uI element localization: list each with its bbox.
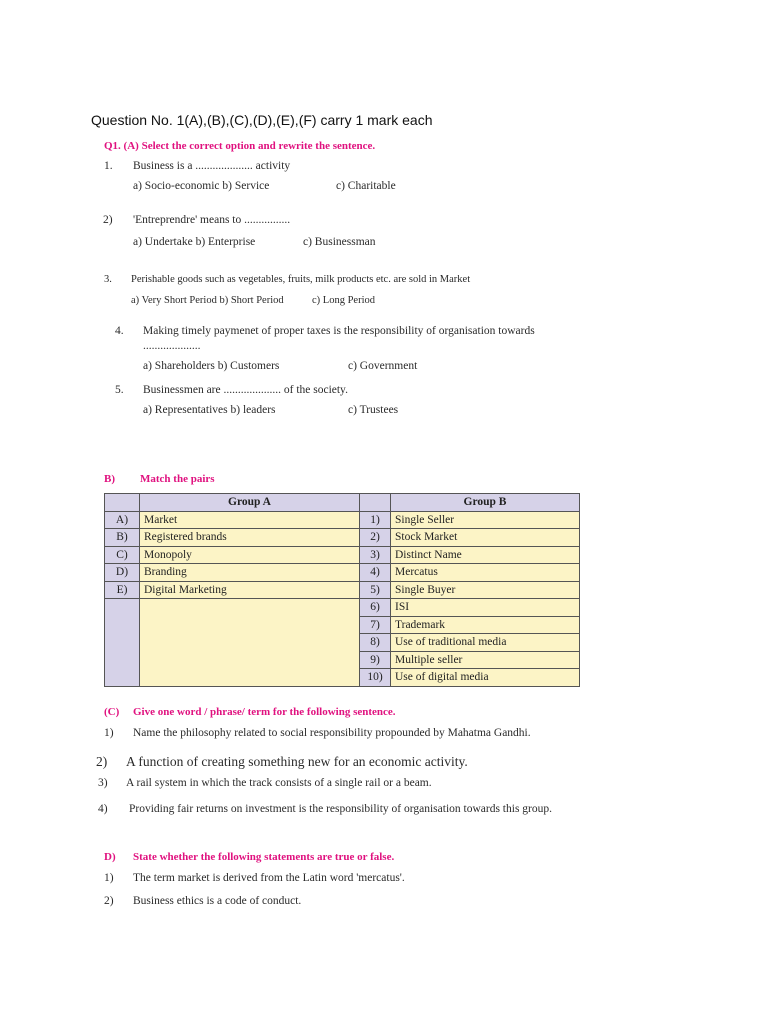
item-text: The term market is derived from the Latin word 'mercatus'. bbox=[133, 872, 405, 884]
group-a-key: D) bbox=[105, 564, 140, 582]
section-d-title: State whether the following statements are true or false. bbox=[133, 851, 395, 863]
group-b-value: Stock Market bbox=[391, 529, 580, 547]
item-number: 2) bbox=[96, 754, 108, 769]
section-c-title: Give one word / phrase/ term for the following sentence. bbox=[133, 706, 396, 718]
item-text: Name the philosophy related to social responsibility propounded by Mahatma Gandhi. bbox=[133, 727, 531, 739]
header-blank bbox=[105, 494, 140, 512]
table-row bbox=[105, 581, 580, 599]
question-number: 2) bbox=[103, 214, 113, 226]
item-text: A rail system in which the track consists of a single rail or a beam. bbox=[126, 777, 432, 789]
group-b-key: 7) bbox=[360, 616, 391, 634]
item-number: 3) bbox=[98, 777, 108, 789]
group-b-value: Multiple seller bbox=[391, 651, 580, 669]
question-text: Business is a .................... activity bbox=[133, 160, 291, 172]
group-a-empty bbox=[105, 599, 140, 687]
question-number: 4. bbox=[115, 325, 124, 337]
item-number: 4) bbox=[98, 803, 108, 815]
group-a-value: Registered brands bbox=[140, 529, 360, 547]
section-d-label: D) bbox=[104, 851, 116, 863]
group-a-value: Digital Marketing bbox=[140, 581, 360, 599]
table-row bbox=[105, 546, 580, 564]
group-a-empty bbox=[140, 599, 360, 687]
section-b-title: Match the pairs bbox=[140, 473, 215, 485]
group-b-key: 6) bbox=[360, 599, 391, 617]
group-b-key: 10) bbox=[360, 669, 391, 687]
item-text: A function of creating something new for an economic activity. bbox=[126, 754, 468, 769]
group-b-key: 8) bbox=[360, 634, 391, 652]
question-options: c) Businessman bbox=[303, 236, 376, 248]
question-options: a) Socio-economic b) Service bbox=[133, 180, 270, 192]
item-text: Providing fair returns on investment is the responsibility of organisation towards this group. bbox=[129, 803, 553, 815]
item-number: 2) bbox=[104, 895, 114, 907]
question-text: Making timely paymenet of proper taxes is the responsibility of organisation towards bbox=[143, 325, 535, 337]
group-b-value: ISI bbox=[391, 599, 580, 617]
group-b-header: Group B bbox=[391, 494, 580, 512]
group-a-key: C) bbox=[105, 546, 140, 564]
question-options: c) Long Period bbox=[312, 295, 375, 306]
table-row bbox=[105, 564, 580, 582]
group-b-value: Mercatus bbox=[391, 564, 580, 582]
question-options: a) Shareholders b) Customers bbox=[143, 360, 280, 372]
section-b-label: B) bbox=[104, 473, 115, 485]
group-b-value: Use of traditional media bbox=[391, 634, 580, 652]
group-b-key: 9) bbox=[360, 651, 391, 669]
section-c-label: (C) bbox=[104, 706, 120, 718]
group-a-value: Market bbox=[140, 511, 360, 529]
group-b-key: 4) bbox=[360, 564, 391, 582]
question-options: a) Undertake b) Enterprise bbox=[133, 236, 256, 248]
group-a-value: Monopoly bbox=[140, 546, 360, 564]
question-text: Perishable goods such as vegetables, fruits, milk products etc. are sold in Market bbox=[131, 274, 471, 285]
question-options: c) Government bbox=[348, 360, 418, 372]
question-text: 'Entreprendre' means to ................ bbox=[133, 214, 291, 226]
table-row bbox=[105, 511, 580, 529]
group-b-value: Single Seller bbox=[391, 511, 580, 529]
question-options: c) Charitable bbox=[336, 180, 396, 192]
group-b-key: 1) bbox=[360, 511, 391, 529]
group-b-value: Use of digital media bbox=[391, 669, 580, 687]
group-b-key: 3) bbox=[360, 546, 391, 564]
group-b-value: Distinct Name bbox=[391, 546, 580, 564]
group-b-key: 2) bbox=[360, 529, 391, 547]
group-a-key: E) bbox=[105, 581, 140, 599]
header-blank bbox=[360, 494, 391, 512]
group-a-key: B) bbox=[105, 529, 140, 547]
section-a-title: Q1. (A) Select the correct option and rewrite the sentence. bbox=[104, 140, 376, 152]
question-number: 1. bbox=[104, 160, 113, 172]
question-options: c) Trustees bbox=[348, 404, 399, 416]
question-text: Businessmen are .................... of the society. bbox=[143, 384, 348, 396]
item-number: 1) bbox=[104, 727, 114, 739]
question-number: 5. bbox=[115, 384, 124, 396]
group-b-key: 5) bbox=[360, 581, 391, 599]
question-continuation: .................... bbox=[143, 340, 201, 352]
group-a-value: Branding bbox=[140, 564, 360, 582]
question-options: a) Representatives b) leaders bbox=[143, 404, 276, 416]
table-row bbox=[105, 599, 580, 617]
question-number: 3. bbox=[104, 274, 112, 285]
group-b-value: Single Buyer bbox=[391, 581, 580, 599]
item-text: Business ethics is a code of conduct. bbox=[133, 895, 302, 907]
item-number: 1) bbox=[104, 872, 114, 884]
group-a-key: A) bbox=[105, 511, 140, 529]
table-row bbox=[105, 529, 580, 547]
group-a-header: Group A bbox=[140, 494, 360, 512]
group-b-value: Trademark bbox=[391, 616, 580, 634]
page-heading: Question No. 1(A),(B),(C),(D),(E),(F) carry 1 mark each bbox=[91, 112, 433, 128]
match-table bbox=[104, 493, 580, 687]
question-options: a) Very Short Period b) Short Period bbox=[131, 295, 284, 306]
